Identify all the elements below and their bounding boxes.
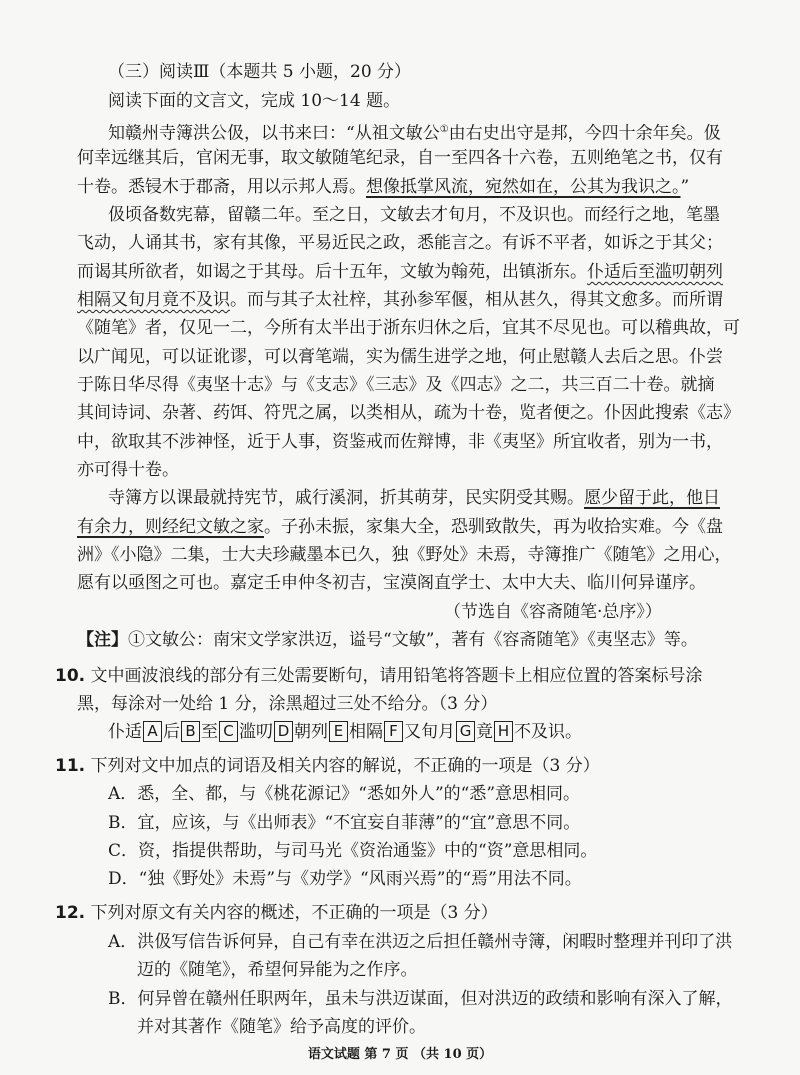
underlined-sentence: 想像抵掌风流，宛然如在，公其为我识之。 — [366, 177, 681, 197]
question-10-stem-cont: 黑，每涂对一处给 1 分，涂黑超过三处不给分。（3 分） — [77, 694, 498, 714]
option-box-G[interactable]: G — [456, 721, 475, 742]
question-11-option-a: A．悉，全、都，与《桃花源记》“悉如外人”的“悉”意思相同。 — [108, 784, 581, 804]
passage-line: 于陈日华尽得《夷坚十志》与《支志》《三志》及《四志》之二，共三百二十卷。就摘 — [77, 375, 715, 395]
option-box-H[interactable]: H — [494, 721, 513, 742]
passage-line: 寺簿方以课最就持宪节，戚行溪洞，折其萌芽，民实阴受其赐。愿少留于此，他日 — [108, 488, 720, 508]
passage-line: 飞动，人诵其书，家有其像，平易近民之政，悉能言之。有诉不平者，如诉之于其父； — [77, 233, 723, 253]
question-10-stem: 10. 文中画波浪线的部分有三处需要断句，请用铅笔将答题卡上相应位置的答案标号涂 — [55, 666, 703, 686]
question-12-stem: 12. 下列对原文有关内容的概述，不正确的一项是（3 分） — [55, 903, 498, 923]
passage-line: 其间诗词、杂著、药饵、符咒之属，以类相从，疏为十卷，览者便之。仆因此搜索《志》 — [77, 403, 740, 423]
passage-line: 而谒其所欲者，如谒之于其母。后十五年，文敏为翰苑，出镇浙东。仆适后至滥叨朝列 — [77, 262, 723, 282]
question-12-option-b: B．何异曾在赣州任职两年，虽未与洪迈谋面，但对洪迈的政绩和影响有深入了解， — [108, 989, 733, 1009]
passage-line: 十卷。悉锓木于郡斋，用以示邦人焉。想像抵掌风流，宛然如在，公其为我识之。” — [77, 177, 690, 197]
passage-line: 何幸远继其后，官闲无事，取文敏随笔纪录，自一至四各十六卷，五则绝笔之书，仅有 — [77, 148, 723, 168]
passage-line: 知赣州寺簿洪公伋，以书来曰：“从祖文敏公①由右史出守是邦，今四十余年矣。伋 — [108, 123, 721, 144]
page-footer: 语文试题 第 7 页 （共 10 页） — [307, 1047, 493, 1062]
question-11-option-c: C．资，指提供帮助，与司马光《资治通鉴》中的“资”意思相同。 — [108, 841, 598, 861]
underlined-sentence: 愿少留于此，他日 — [584, 488, 720, 508]
question-12-option-a-cont: 迈的《随笔》，希望何异能为之作序。 — [137, 960, 418, 980]
option-box-C[interactable]: C — [219, 721, 238, 742]
option-box-B[interactable]: B — [181, 721, 200, 742]
section-instruction: 阅读下面的文言文，完成 10～14 题。 — [108, 91, 401, 111]
passage-source: （节选自《容斋随笔·总序》） — [444, 602, 662, 622]
wavy-underlined-text: 相隔又旬月竟不及识 — [77, 290, 230, 310]
option-box-E[interactable]: E — [329, 721, 348, 742]
underlined-sentence: 有余力，则经纪文敏之家 — [77, 517, 264, 537]
question-12-option-a: A．洪伋写信告诉何异，自己有幸在洪迈之后担任赣州寺簿，闲暇时整理并刊印了洪 — [108, 932, 733, 952]
option-box-A[interactable]: A — [143, 721, 162, 742]
passage-line: 中，欲取其不涉神怪，近于人事，资鉴戒而佐辩博，非《夷坚》所宜收者，别为一书， — [77, 432, 723, 452]
passage-line: 有余力，则经纪文敏之家。子孙未振，家集大全，恐驯致散失，再为收拾实难。今《盘 — [77, 517, 723, 537]
footnote: 【注】①文敏公：南宋文学家洪迈，谥号“文敏”，著有《容斋随笔》《夷坚志》等。 — [77, 630, 698, 650]
passage-line: 相隔又旬月竟不及识。而与其子太社梓，其孙参军偃，相从甚久，得其文愈多。而所谓 — [77, 290, 723, 310]
passage-line: 愿有以亟图之可也。嘉定壬申仲冬初吉，宝漠阁直学士、太中大夫、临川何异谨序。 — [77, 573, 706, 593]
passage-line: 伋顷备数宪幕，留赣二年。至之日，文敏去才旬月，不及识也。而经行之地，笔墨 — [108, 205, 720, 225]
passage-line: 《随笔》者，仅见一二，今所有太半出于浙东归休之后，宜其不尽见也。可以稽典故，可 — [77, 318, 740, 338]
question-11-option-d: D．“独《野处》未焉”与《劝学》“风雨兴焉”的“焉”用法不同。 — [108, 869, 582, 889]
passage-line: 亦可得十卷。 — [77, 460, 179, 480]
option-box-D[interactable]: D — [274, 721, 293, 742]
question-11-option-b: B．宜，应该，与《出师表》“不宜妄自菲薄”的“宜”意思不同。 — [108, 813, 581, 833]
question-12-option-b-cont: 并对其著作《随笔》给予高度的评价。 — [137, 1017, 426, 1037]
passage-line: 洲》《小隐》二集，士大夫珍藏墨本已久，独《野处》未焉，寺簿推广《随笔》之用心， — [77, 545, 732, 565]
wavy-underlined-text: 仆适后至滥叨朝列 — [587, 262, 723, 282]
question-11-stem: 11. 下列对文中加点的词语及相关内容的解说，不正确的一项是（3 分） — [55, 756, 600, 776]
option-box-F[interactable]: F — [384, 721, 403, 742]
question-10-sequence: 仆适 A 后 B 至 C 滥叨 D 朝列 E 相隔 F 又旬月 G 竟 H 不及识。 — [108, 722, 582, 742]
section-title: （三）阅读Ⅲ（本题共 5 小题，20 分） — [108, 62, 412, 82]
passage-line: 以广闻见，可以证讹谬，可以膏笔端，实为儒生进学之地，何止慰赣人去后之思。仆尝 — [77, 347, 723, 367]
